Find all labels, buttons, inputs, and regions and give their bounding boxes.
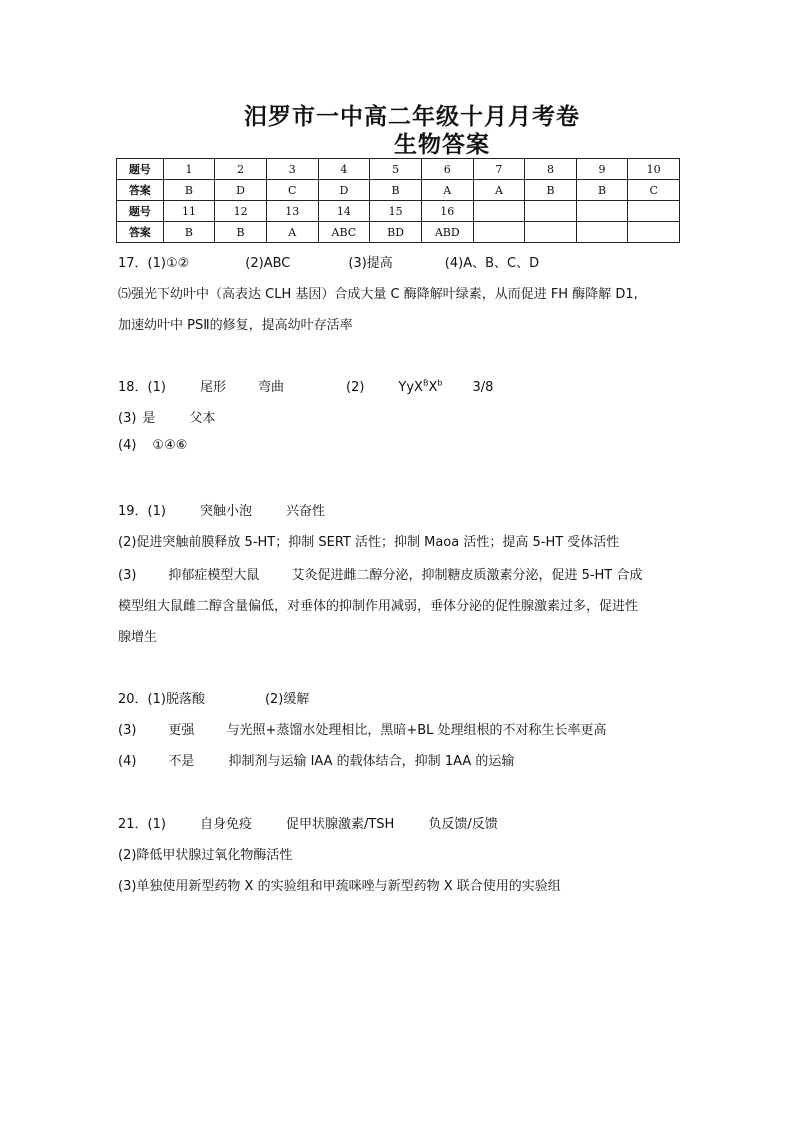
table-cell: 11 <box>163 201 215 222</box>
q21-part1: (1) <box>147 817 166 832</box>
q17-part1: (1)①② <box>147 256 190 271</box>
q21-answer3: 负反馈/反馈 <box>428 817 498 832</box>
table-cell: 6 <box>421 159 473 180</box>
q18-line1 <box>118 376 493 395</box>
table-cell <box>473 201 525 222</box>
q19-part2: (2)促进突触前膜释放 5-HT；抑制 SERT 活性；抑制 Maoa 活性；提高 5-HT 受体活性 <box>118 535 620 550</box>
q18-ratio: 3/8 <box>472 380 494 395</box>
q17-number: 17． <box>118 256 148 271</box>
table-cell: B <box>163 180 215 201</box>
q19-line1 <box>118 500 325 519</box>
q20-part4: (4) <box>118 754 137 769</box>
q20-answer6: 抑制剂与运输 IAA 的载体结合，抑制 1AA 的运输 <box>228 754 515 769</box>
table-cell: B <box>576 180 628 201</box>
table-cell: A <box>421 180 473 201</box>
table-row <box>117 201 680 222</box>
q17-part4: (4)A、B、C、D <box>444 256 540 271</box>
q18-genotype: $YyX^BX^b$ <box>398 378 443 395</box>
table-cell <box>576 201 628 222</box>
q19-part1: (1) <box>147 504 166 519</box>
q20-part2: (2)缓解 <box>264 692 310 707</box>
table-cell: A <box>266 222 318 243</box>
q18-answer5: ①④⑥ <box>152 438 188 453</box>
q18-part4: (4) <box>118 438 137 453</box>
table-cell <box>473 222 525 243</box>
q17-part2: (2)ABC <box>245 256 291 271</box>
q21-line1 <box>118 813 498 832</box>
q20-answer4: 与光照+蒸馏水处理相比，黑暗+BL 处理组根的不对称生长率更高 <box>226 723 607 738</box>
table-cell <box>525 201 577 222</box>
table-cell: C <box>266 180 318 201</box>
table-cell: 5 <box>370 159 422 180</box>
table-cell: 14 <box>318 201 370 222</box>
q20-answer3: 更强 <box>168 723 195 738</box>
q20-part1: (1)脱落酸 <box>147 692 205 707</box>
table-cell: B <box>525 180 577 201</box>
table-cell: C <box>628 180 680 201</box>
q18-part3: (3) <box>118 411 137 426</box>
q17-line1 <box>118 252 539 271</box>
table-cell: 9 <box>576 159 628 180</box>
q19-number: 19． <box>118 504 148 519</box>
q18-answer2: 弯曲 <box>257 380 284 395</box>
table-cell: 4 <box>318 159 370 180</box>
q18-number: 18． <box>118 380 148 395</box>
table-cell: 7 <box>473 159 525 180</box>
table-cell: 10 <box>628 159 680 180</box>
q19-line3 <box>118 564 642 583</box>
table-cell: 3 <box>266 159 318 180</box>
q18-part1: (1) <box>147 380 166 395</box>
q19-answer4: 艾灸促进雌二醇分泌，抑制糖皮质激素分泌，促进 5-HT 合成 <box>291 568 643 583</box>
q19-line4: 模型组大鼠雌二醇含量偏低，对垂体的抑制作用减弱，垂体分泌的促性腺激素过多，促进性 <box>118 599 639 614</box>
q20-number: 20． <box>118 692 148 707</box>
table-cell <box>576 222 628 243</box>
q21-part3: (3)单独使用新型药物 X 的实验组和甲巯咪唑与新型药物 X 联合使用的实验组 <box>118 879 561 894</box>
q18-answer1: 尾形 <box>199 380 226 395</box>
table-cell: B <box>215 222 267 243</box>
table-cell: 13 <box>266 201 318 222</box>
q19-answer2: 兴奋性 <box>285 504 325 519</box>
table-cell: 15 <box>370 201 422 222</box>
table-row-header: 题号 <box>117 201 164 222</box>
table-cell: D <box>318 180 370 201</box>
q19-answer1: 突触小泡 <box>199 504 252 519</box>
q18-line3 <box>118 438 187 453</box>
table-cell: D <box>215 180 267 201</box>
table-cell: A <box>473 180 525 201</box>
q19-line5: 腺增生 <box>118 630 158 645</box>
q21-part2: (2)降低甲状腺过氧化物酶活性 <box>118 848 293 863</box>
q20-part3: (3) <box>118 723 137 738</box>
q20-line1 <box>118 688 309 707</box>
q17-part3: (3)提高 <box>348 256 393 271</box>
q20-answer5: 不是 <box>168 754 195 769</box>
q18-answer3: 是 <box>142 411 156 426</box>
q18-answer4: 父本 <box>189 411 216 426</box>
q21-answer1: 自身免疫 <box>199 817 252 832</box>
table-cell: B <box>370 180 422 201</box>
table-row <box>117 180 680 201</box>
table-cell <box>628 222 680 243</box>
q18-part2: (2) <box>346 380 365 395</box>
table-cell: 16 <box>421 201 473 222</box>
table-row-header: 答案 <box>117 222 164 243</box>
table-row-header: 题号 <box>117 159 164 180</box>
table-row <box>117 159 680 180</box>
page-title: 汨罗市一中高二年级十月月考卷 <box>244 104 580 130</box>
table-cell: 12 <box>215 201 267 222</box>
table-cell: B <box>163 222 215 243</box>
q20-line3 <box>118 750 514 769</box>
q21-answer2: 促甲状腺激素/TSH <box>285 817 395 832</box>
table-cell: 8 <box>525 159 577 180</box>
table-cell: BD <box>370 222 422 243</box>
q19-answer3: 抑郁症模型大鼠 <box>168 568 260 583</box>
q17-part5-line2: 加速幼叶中 PSⅡ的修复，提高幼叶存活率 <box>118 318 353 333</box>
answer-table <box>116 158 680 243</box>
table-cell: 1 <box>163 159 215 180</box>
q18-line2 <box>118 407 215 426</box>
table-cell: ABD <box>421 222 473 243</box>
q21-number: 21． <box>118 817 148 832</box>
q19-part3: (3) <box>118 568 137 583</box>
table-cell: 2 <box>215 159 267 180</box>
table-row <box>117 222 680 243</box>
table-row-header: 答案 <box>117 180 164 201</box>
table-cell: ABC <box>318 222 370 243</box>
table-cell <box>628 201 680 222</box>
page-subtitle: 生物答案 <box>394 132 490 158</box>
table-cell <box>525 222 577 243</box>
q20-line2 <box>118 719 607 738</box>
q17-part5-line1: ⑸强光下幼叶中（高表达 CLH 基因）合成大量 C 酶降解叶绿素，从而促进 FH 酶降解 D1, <box>118 287 638 302</box>
